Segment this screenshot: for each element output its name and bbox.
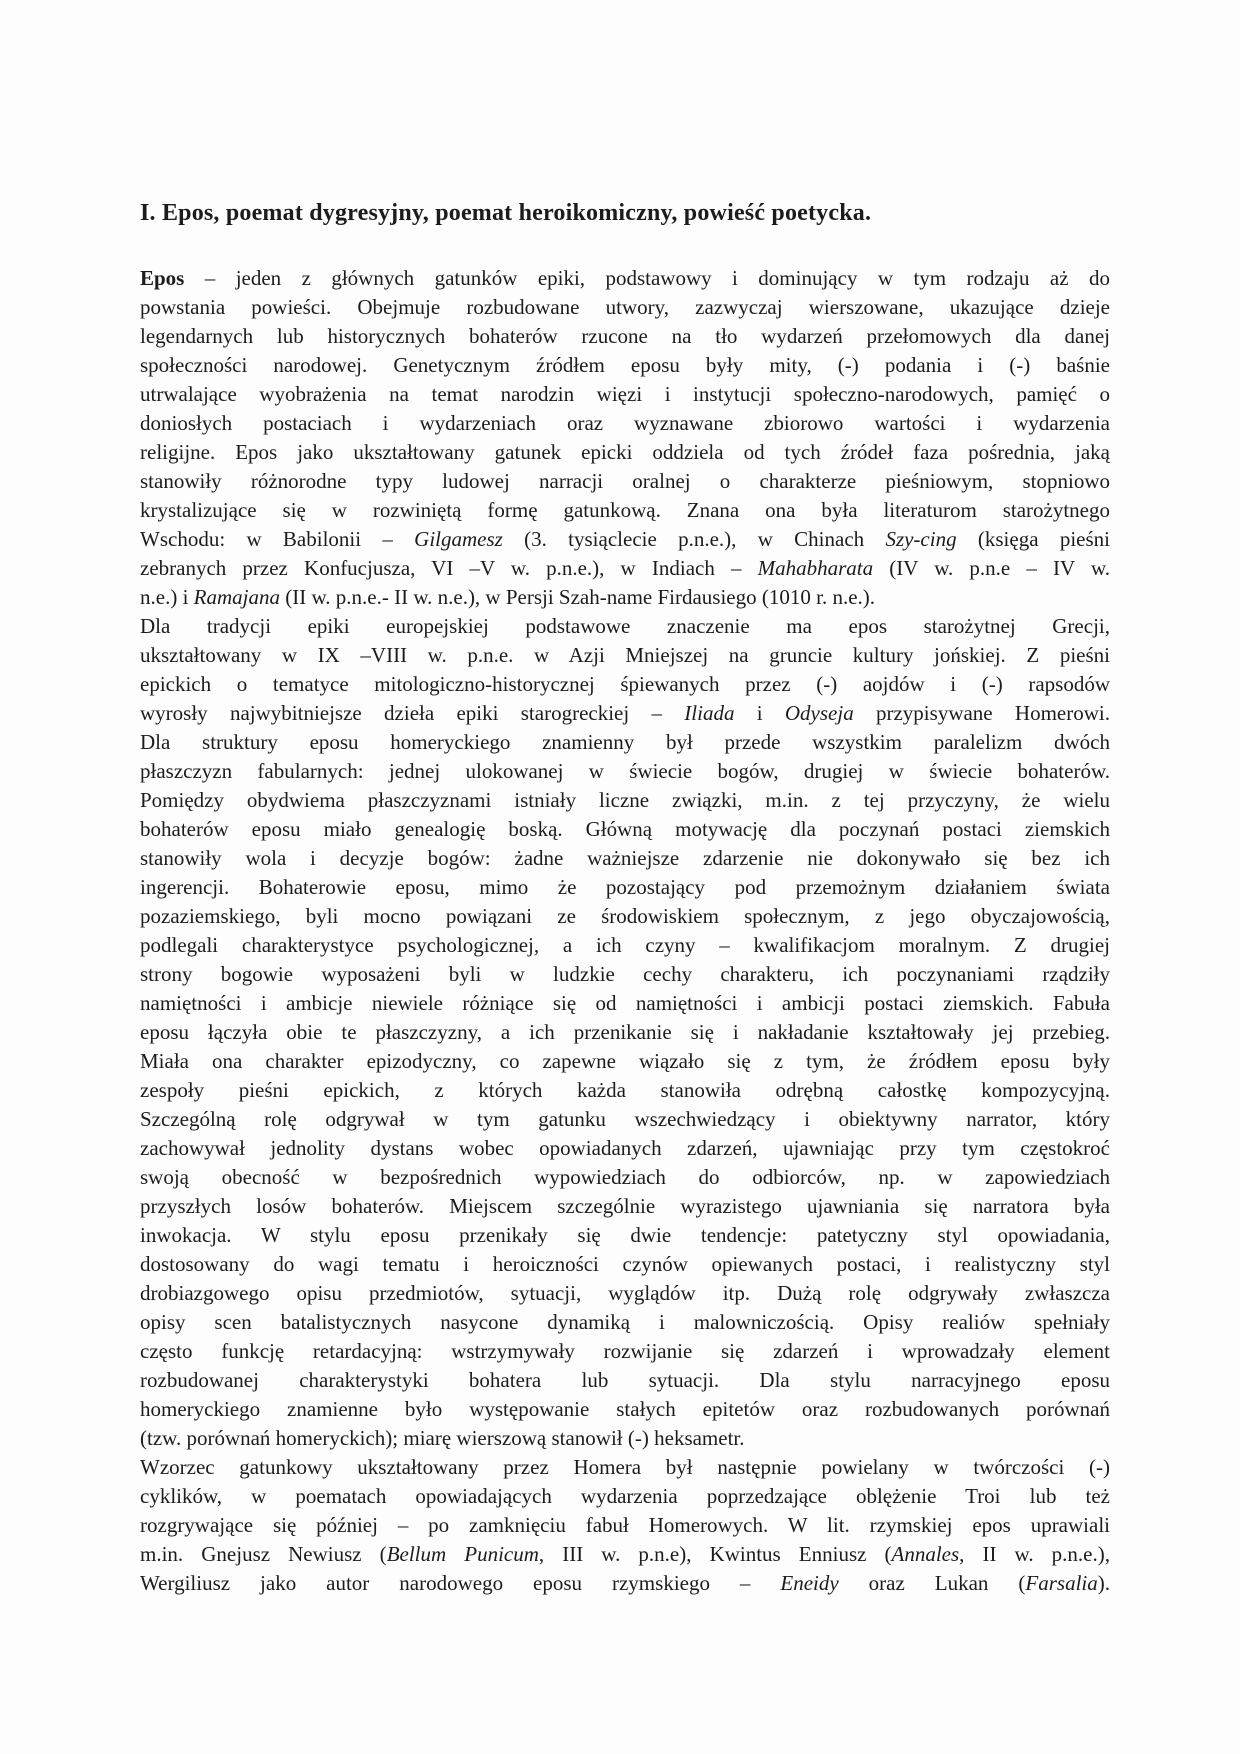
text-segment: stanowiły różnorodne typy ludowej narracji oralnej o charakterze pieśniowym, stopniowo [140, 469, 1110, 493]
work-title: Mahabharata [757, 556, 874, 580]
text-line [140, 844, 1110, 873]
text-segment: rozgrywające się później – po zamknięciu fabuł Homerowych. W lit. rzymskiej epos uprawiali [140, 1513, 1110, 1537]
text-line [140, 699, 1110, 728]
text-segment: cyklików, w poematach opowiadających wydarzenia poprzedzające oblężenie Troi lub też [140, 1484, 1110, 1508]
text-line [140, 1569, 1110, 1598]
text-line [140, 525, 1110, 554]
paragraph [140, 612, 1110, 1453]
text-line [140, 264, 1110, 293]
text-line [140, 989, 1110, 1018]
text-segment: zebranych przez Konfucjusza, VI –V w. p.n.e.), w Indiach – [140, 556, 758, 580]
work-title: Annales [891, 1542, 960, 1566]
text-line [140, 1308, 1110, 1337]
text-line [140, 322, 1110, 351]
text-line [140, 496, 1110, 525]
text-segment: namiętności i ambicje niewiele różniące się od namiętności i ambicji postaci ziemskich. Fabuła [140, 991, 1110, 1015]
text-segment: inwokacja. W stylu eposu przenikały się dwie tendencje: patetyczny styl opowiadania, [140, 1223, 1110, 1247]
document-body [140, 264, 1110, 1598]
text-line [140, 1047, 1110, 1076]
text-segment: bohaterów eposu miało genealogię boską. Główną motywację dla poczynań postaci ziemskich [140, 817, 1110, 841]
text-segment: eposu łączyła obie te płaszczyzny, a ich przenikanie się i nakładanie kształtowały jej przebieg. [140, 1020, 1110, 1044]
text-line [140, 554, 1110, 583]
text-segment: zachowywał jednolity dystans wobec opowiadanych zdarzeń, ujawniając przy tym częstokroć [140, 1136, 1110, 1160]
text-segment: m.in. Gnejusz Newiusz ( [140, 1542, 387, 1566]
text-segment: Szczególną rolę odgrywał w tym gatunku wszechwiedzący i obiektywny narrator, który [140, 1107, 1110, 1131]
text-segment: wyrosły najwybitniejsze dzieła epiki starogreckiej – [140, 701, 685, 725]
text-line [140, 670, 1110, 699]
text-segment: opisy scen batalistycznych nasycone dynamiką i malowniczością. Opisy realiów spełniały [140, 1310, 1110, 1334]
paragraph [140, 1453, 1110, 1598]
text-line [140, 1511, 1110, 1540]
text-line [140, 1395, 1110, 1424]
text-line [140, 1482, 1110, 1511]
text-line [140, 467, 1110, 496]
text-segment: homeryckiego znamienne było występowanie stałych epitetów oraz rozbudowanych porównań [140, 1397, 1110, 1421]
text-segment: pozaziemskiego, byli mocno powiązani ze środowiskiem społecznym, z jego obyczajowością, [140, 904, 1110, 928]
text-segment: Miała ona charakter epizodyczny, co zapewne wiązało się z tym, że źródłem eposu były [140, 1049, 1110, 1073]
text-segment: Wergiliusz jako autor narodowego eposu rzymskiego – [140, 1571, 781, 1595]
text-line [140, 960, 1110, 989]
work-title: Iliada [684, 701, 735, 725]
text-segment: drobiazgowego opisu przedmiotów, sytuacji, wyglądów itp. Dużą rolę odgrywały zwłaszcza [140, 1281, 1110, 1305]
text-segment: i [734, 701, 785, 725]
paragraph [140, 264, 1110, 612]
text-segment: utrwalające wyobrażenia na temat narodzin więzi i instytucji społeczno-narodowych, pamięć o [140, 382, 1110, 406]
text-line [140, 757, 1110, 786]
text-line [140, 1018, 1110, 1047]
document-heading: I. Epos, poemat dygresyjny, poemat heroikomiczny, powieść poetycka. [140, 200, 872, 226]
text-segment: ). [1097, 1571, 1110, 1595]
text-segment: epickich o tematyce mitologiczno-historycznej śpiewanych przez (-) aojdów i (-) rapsodów [140, 672, 1110, 696]
text-line [140, 873, 1110, 902]
work-title: Gilgamesz [414, 527, 503, 551]
text-segment: doniosłych postaciach i wydarzeniach oraz wyznawane zbiorowo wartości i wydarzenia [140, 411, 1110, 435]
text-segment: krystalizujące się w rozwiniętą formę gatunkową. Znana ona była literaturom starożytnego [140, 498, 1110, 522]
text-segment: zespoły pieśni epickich, z których każda stanowiła odrębną całostkę kompozycyjną. [140, 1078, 1110, 1102]
text-line [140, 1134, 1110, 1163]
text-line [140, 1279, 1110, 1308]
text-segment: Pomiędzy obydwiema płaszczyznami istniały liczne związki, m.in. z tej przyczyny, że wielu [140, 788, 1110, 812]
text-segment: , II w. p.n.e.), [959, 1542, 1110, 1566]
text-segment: – jeden z głównych gatunków epiki, podstawowy i dominujący w tym rodzaju aż do [184, 266, 1110, 290]
text-line [140, 786, 1110, 815]
text-segment: , III w. p.n.e), Kwintus Enniusz ( [538, 1542, 892, 1566]
text-line [140, 931, 1110, 960]
text-segment: Dla struktury eposu homeryckiego znamienny był przede wszystkim paralelizm dwóch [140, 730, 1110, 754]
text-segment: płaszczyzn fabularnych: jednej ulokowanej w świecie bogów, drugiej w świecie bohaterów. [140, 759, 1110, 783]
text-line [140, 1540, 1110, 1569]
text-segment: oraz Lukan ( [838, 1571, 1026, 1595]
text-line [140, 1221, 1110, 1250]
text-line [140, 612, 1110, 641]
text-line [140, 351, 1110, 380]
text-line [140, 1163, 1110, 1192]
text-segment: stanowiły wola i decyzje bogów: żadne ważniejsze zdarzenie nie dokonywało się bez ich [140, 846, 1110, 870]
text-line [140, 1453, 1110, 1482]
text-segment: społeczności narodowej. Genetycznym źródłem eposu były mity, (-) podania i (-) baśnie [140, 353, 1110, 377]
text-segment: dostosowany do wagi tematu i heroiczności czynów opiewanych postaci, i realistyczny styl [140, 1252, 1110, 1276]
text-segment: przyszłych losów bohaterów. Miejscem szczególnie wyrazistego ujawniania się narratora była [140, 1194, 1110, 1218]
text-segment: podlegali charakterystyce psychologicznej, a ich czyny – kwalifikacjom moralnym. Z drugiej [140, 933, 1110, 957]
text-line [140, 728, 1110, 757]
text-line [140, 1076, 1110, 1105]
text-segment: często funkcję retardacyjną: wstrzymywały rozwijanie się zdarzeń i wprowadzały element [140, 1339, 1110, 1363]
text-segment: rozbudowanej charakterystyki bohatera lub sytuacji. Dla stylu narracyjnego eposu [140, 1368, 1110, 1392]
work-title: Szy-cing [885, 527, 957, 551]
text-line [140, 1424, 1110, 1453]
text-segment: legendarnych lub historycznych bohaterów rzucone na tło wydarzeń przełomowych dla danej [140, 324, 1110, 348]
work-title: Odyseja [784, 701, 854, 725]
text-segment: (tzw. porównań homeryckich); miarę wierszową stanowił (-) heksametr. [140, 1426, 745, 1450]
text-line [140, 1192, 1110, 1221]
text-segment: (księga pieśni [956, 527, 1110, 551]
text-segment: ingerencji. Bohaterowie eposu, mimo że pozostający pod przemożnym działaniem świata [140, 875, 1110, 899]
text-segment: powstania powieści. Obejmuje rozbudowane utwory, zazwyczaj wierszowane, ukazujące dzieje [140, 295, 1110, 319]
text-line [140, 380, 1110, 409]
work-title: Bellum Punicum [386, 1542, 539, 1566]
work-title: Farsalia [1025, 1571, 1098, 1595]
text-line [140, 1105, 1110, 1134]
text-line [140, 902, 1110, 931]
work-title: Ramajana [193, 585, 280, 609]
text-segment: n.e.) i [140, 585, 194, 609]
text-segment: (3. tysiąclecie p.n.e.), w Chinach [502, 527, 886, 551]
text-line [140, 1366, 1110, 1395]
text-segment: (II w. p.n.e.- II w. n.e.), w Persji Szah-name Firdausiego (1010 r. n.e.). [279, 585, 876, 609]
text-segment: swoją obecność w bezpośrednich wypowiedziach do odbiorców, np. w zapowiedziach [140, 1165, 1110, 1189]
text-segment: przypisywane Homerowi. [853, 701, 1110, 725]
text-segment: Wzorzec gatunkowy ukształtowany przez Homera był następnie powielany w twórczości (-) [140, 1455, 1110, 1479]
text-segment: ukształtowany w IX –VIII w. p.n.e. w Azji Mniejszej na gruncie kultury jońskiej. Z pieśni [140, 643, 1110, 667]
text-segment: Dla tradycji epiki europejskiej podstawowe znaczenie ma epos starożytnej Grecji, [140, 614, 1110, 638]
text-line [140, 293, 1110, 322]
text-segment: Wschodu: w Babilonii – [140, 527, 415, 551]
text-line [140, 409, 1110, 438]
text-line [140, 1337, 1110, 1366]
text-line [140, 438, 1110, 467]
term-bold: Epos [140, 266, 185, 290]
text-segment: religijne. Epos jako ukształtowany gatunek epicki oddziela od tych źródeł faza pośrednia, jaką [140, 440, 1110, 464]
text-line [140, 815, 1110, 844]
text-line [140, 1250, 1110, 1279]
text-segment: (IV w. p.n.e – IV w. [873, 556, 1110, 580]
text-line [140, 641, 1110, 670]
text-line [140, 583, 1110, 612]
text-segment: strony bogowie wyposażeni byli w ludzkie cechy charakteru, ich poczynaniami rządziły [140, 962, 1110, 986]
work-title: Eneidy [780, 1571, 839, 1595]
